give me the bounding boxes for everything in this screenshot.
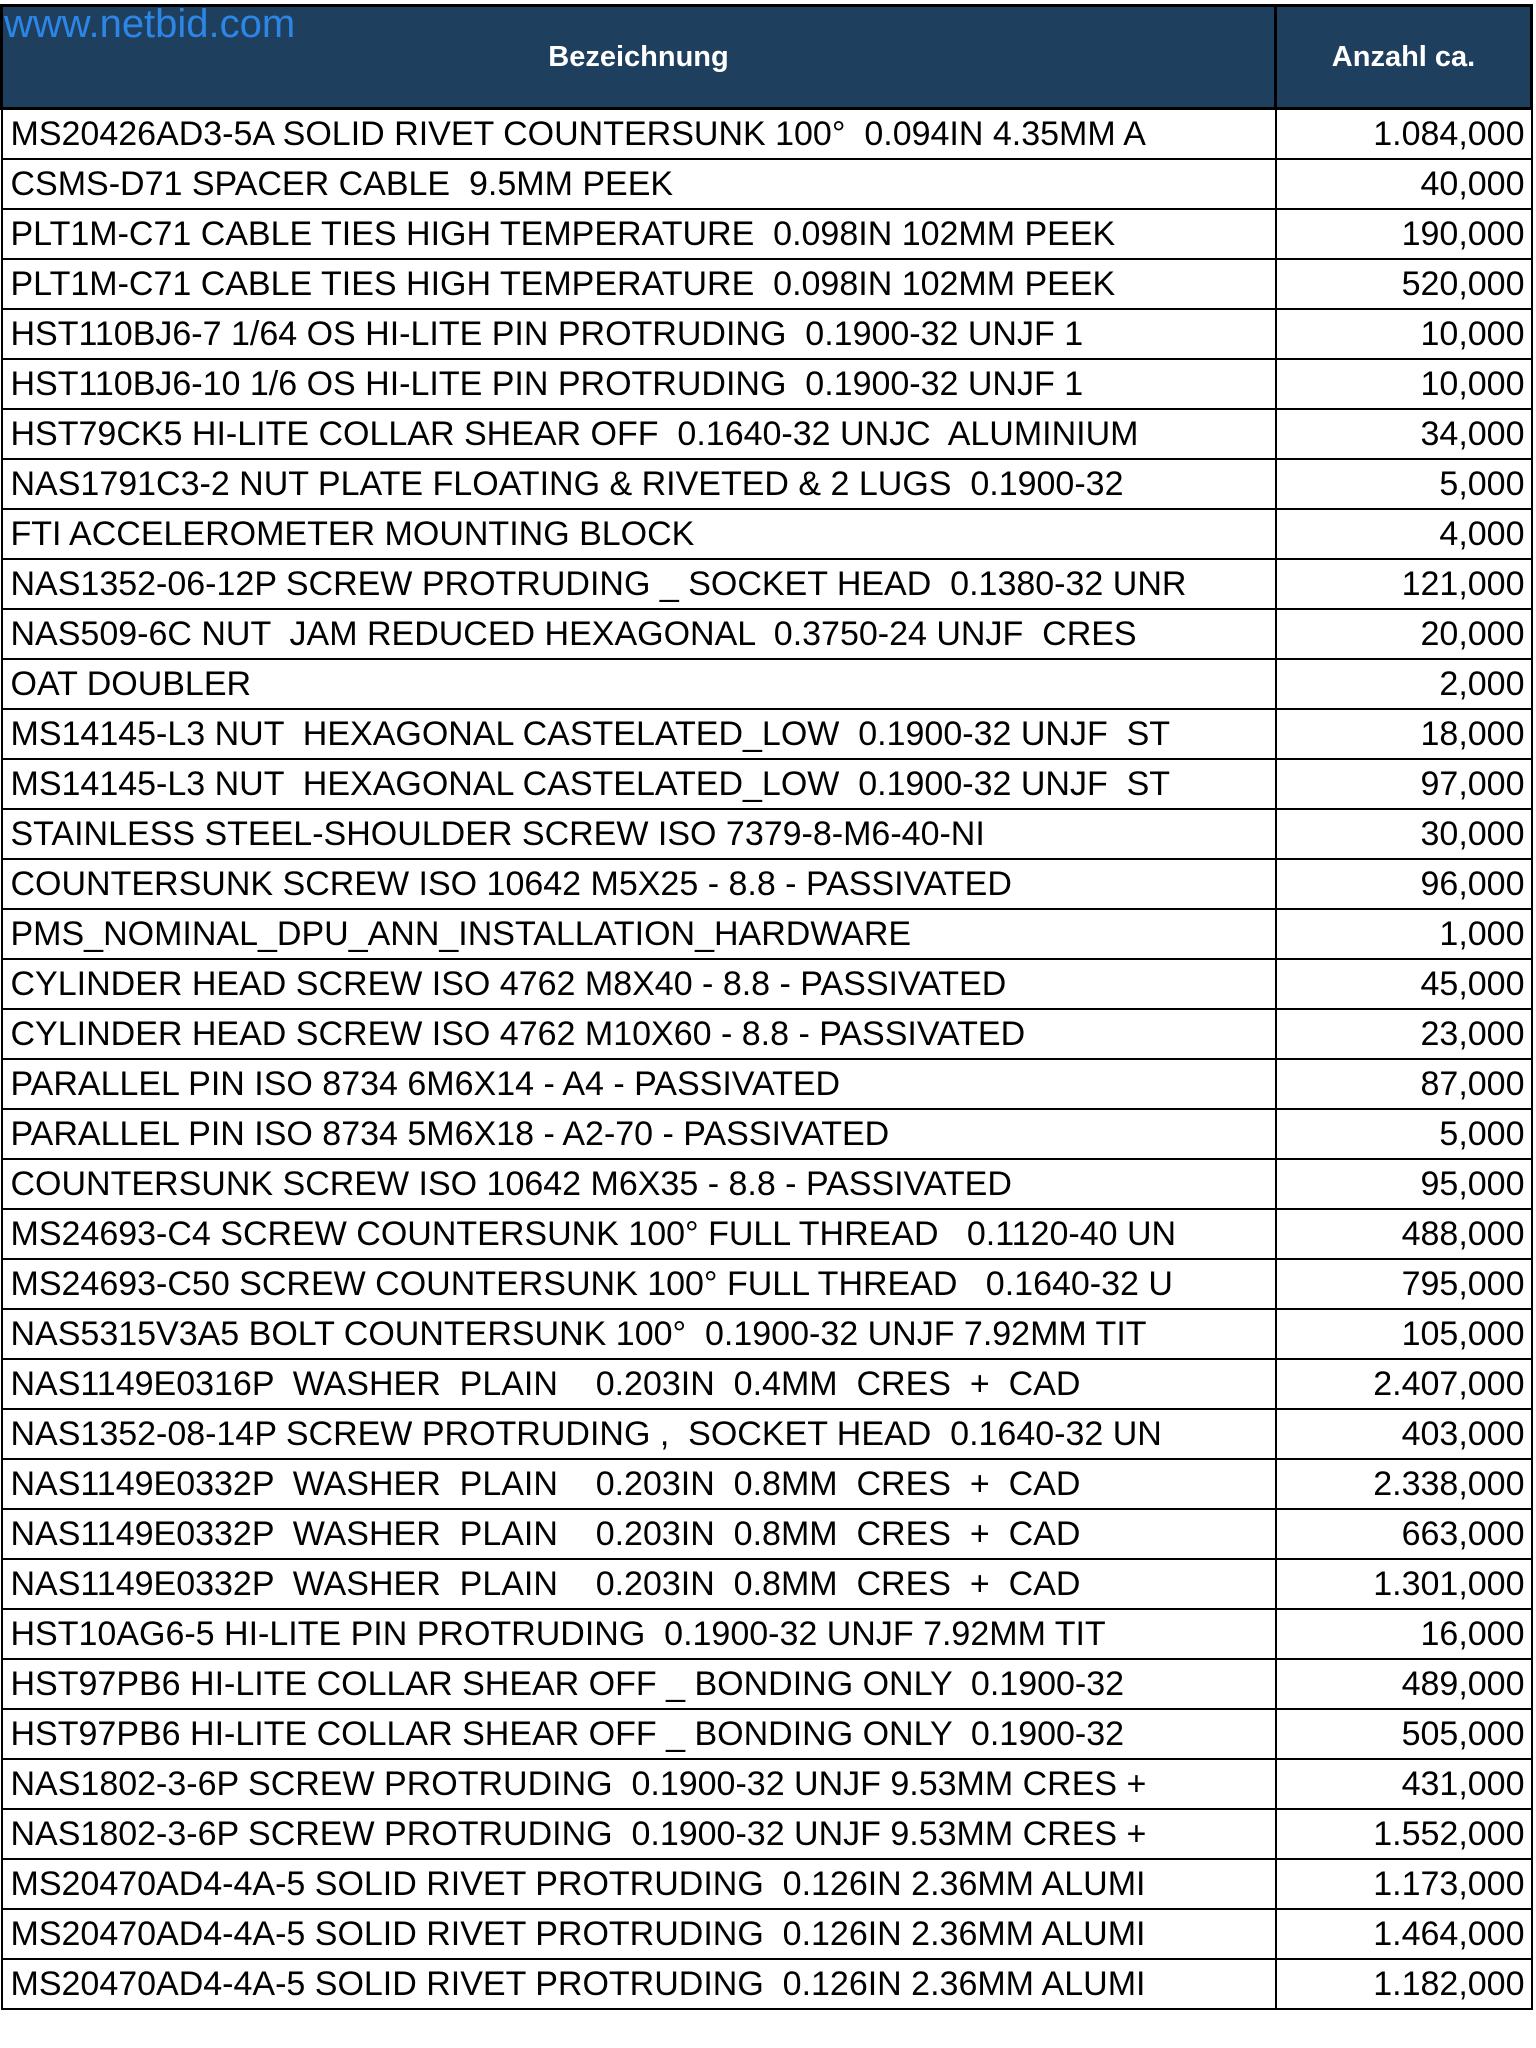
table-row — [2, 809, 1532, 859]
quantity-cell: 2.338,000 — [1276, 1459, 1532, 1509]
part-description-cell: HST110BJ6-10 1/6 OS HI-LITE PIN PROTRUDING 0.1900-32 UNJF 1 — [2, 359, 1276, 409]
table-row — [2, 1959, 1532, 2009]
quantity-cell: 121,000 — [1276, 559, 1532, 609]
table-row — [2, 1159, 1532, 1209]
table-row — [2, 1759, 1532, 1809]
quantity-cell: 105,000 — [1276, 1309, 1532, 1359]
table-row — [2, 159, 1532, 209]
quantity-cell: 1.084,000 — [1276, 109, 1532, 160]
quantity-cell: 18,000 — [1276, 709, 1532, 759]
quantity-cell: 505,000 — [1276, 1709, 1532, 1759]
part-description-cell: NAS1149E0332P WASHER PLAIN 0.203IN 0.8MM CRES + CAD — [2, 1559, 1276, 1609]
part-description-cell: MS20470AD4-4A-5 SOLID RIVET PROTRUDING 0.126IN 2.36MM ALUMI — [2, 1859, 1276, 1909]
table-row — [2, 559, 1532, 609]
table-row — [2, 359, 1532, 409]
quantity-cell: 1.552,000 — [1276, 1809, 1532, 1859]
quantity-cell: 5,000 — [1276, 459, 1532, 509]
part-description-cell: MS20470AD4-4A-5 SOLID RIVET PROTRUDING 0.126IN 2.36MM ALUMI — [2, 1959, 1276, 2009]
part-description-cell: PARALLEL PIN ISO 8734 6M6X14 - A4 - PASSIVATED — [2, 1059, 1276, 1109]
part-description-cell: HST79CK5 HI-LITE COLLAR SHEAR OFF 0.1640-32 UNJC ALUMINIUM — [2, 409, 1276, 459]
table-row — [2, 1809, 1532, 1859]
quantity-cell: 96,000 — [1276, 859, 1532, 909]
table-row — [2, 959, 1532, 1009]
column-header-description: Bezeichnung — [2, 6, 1276, 109]
quantity-cell: 34,000 — [1276, 409, 1532, 459]
part-description-cell: COUNTERSUNK SCREW ISO 10642 M5X25 - 8.8 - PASSIVATED — [2, 859, 1276, 909]
quantity-cell: 1.464,000 — [1276, 1909, 1532, 1959]
part-description-cell: CYLINDER HEAD SCREW ISO 4762 M8X40 - 8.8 - PASSIVATED — [2, 959, 1276, 1009]
quantity-cell: 663,000 — [1276, 1509, 1532, 1559]
table-row — [2, 1209, 1532, 1259]
quantity-cell: 489,000 — [1276, 1659, 1532, 1709]
table-row — [2, 309, 1532, 359]
quantity-cell: 403,000 — [1276, 1409, 1532, 1459]
part-description-cell: MS20426AD3-5A SOLID RIVET COUNTERSUNK 100° 0.094IN 4.35MM A — [2, 109, 1276, 160]
quantity-cell: 1.301,000 — [1276, 1559, 1532, 1609]
part-description-cell: COUNTERSUNK SCREW ISO 10642 M6X35 - 8.8 - PASSIVATED — [2, 1159, 1276, 1209]
part-description-cell: PLT1M-C71 CABLE TIES HIGH TEMPERATURE 0.098IN 102MM PEEK — [2, 209, 1276, 259]
quantity-cell: 2,000 — [1276, 659, 1532, 709]
part-description-cell: PARALLEL PIN ISO 8734 5M6X18 - A2-70 - PASSIVATED — [2, 1109, 1276, 1159]
table-row — [2, 1659, 1532, 1709]
quantity-cell: 30,000 — [1276, 809, 1532, 859]
table-row — [2, 1559, 1532, 1609]
table-row — [2, 1459, 1532, 1509]
part-description-cell: NAS1149E0332P WASHER PLAIN 0.203IN 0.8MM CRES + CAD — [2, 1509, 1276, 1559]
part-description-cell: CSMS-D71 SPACER CABLE 9.5MM PEEK — [2, 159, 1276, 209]
quantity-cell: 795,000 — [1276, 1259, 1532, 1309]
part-description-cell: NAS5315V3A5 BOLT COUNTERSUNK 100° 0.1900-32 UNJF 7.92MM TIT — [2, 1309, 1276, 1359]
part-description-cell: NAS1149E0332P WASHER PLAIN 0.203IN 0.8MM CRES + CAD — [2, 1459, 1276, 1509]
part-description-cell: MS24693-C50 SCREW COUNTERSUNK 100° FULL THREAD 0.1640-32 U — [2, 1259, 1276, 1309]
quantity-cell: 87,000 — [1276, 1059, 1532, 1109]
part-description-cell: HST110BJ6-7 1/64 OS HI-LITE PIN PROTRUDING 0.1900-32 UNJF 1 — [2, 309, 1276, 359]
parts-table — [0, 4, 1533, 2010]
table-row — [2, 759, 1532, 809]
quantity-cell: 20,000 — [1276, 609, 1532, 659]
watermark: www.netbid.com — [4, 2, 296, 46]
quantity-cell: 40,000 — [1276, 159, 1532, 209]
quantity-cell: 2.407,000 — [1276, 1359, 1532, 1409]
part-description-cell: NAS1352-08-14P SCREW PROTRUDING , SOCKET HEAD 0.1640-32 UN — [2, 1409, 1276, 1459]
table-row — [2, 209, 1532, 259]
quantity-cell: 23,000 — [1276, 1009, 1532, 1059]
quantity-cell: 10,000 — [1276, 309, 1532, 359]
part-description-cell: NAS1352-06-12P SCREW PROTRUDING _ SOCKET HEAD 0.1380-32 UNR — [2, 559, 1276, 609]
table-row — [2, 859, 1532, 909]
part-description-cell: NAS1149E0316P WASHER PLAIN 0.203IN 0.4MM CRES + CAD — [2, 1359, 1276, 1409]
table-row — [2, 509, 1532, 559]
table-row — [2, 1909, 1532, 1959]
part-description-cell: PLT1M-C71 CABLE TIES HIGH TEMPERATURE 0.098IN 102MM PEEK — [2, 259, 1276, 309]
part-description-cell: MS20470AD4-4A-5 SOLID RIVET PROTRUDING 0.126IN 2.36MM ALUMI — [2, 1909, 1276, 1959]
part-description-cell: HST10AG6-5 HI-LITE PIN PROTRUDING 0.1900-32 UNJF 7.92MM TIT — [2, 1609, 1276, 1659]
quantity-cell: 488,000 — [1276, 1209, 1532, 1259]
table-row — [2, 609, 1532, 659]
part-description-cell: HST97PB6 HI-LITE COLLAR SHEAR OFF _ BONDING ONLY 0.1900-32 — [2, 1659, 1276, 1709]
quantity-cell: 5,000 — [1276, 1109, 1532, 1159]
table-row — [2, 1309, 1532, 1359]
part-description-cell: MS14145-L3 NUT HEXAGONAL CASTELATED_LOW 0.1900-32 UNJF ST — [2, 759, 1276, 809]
table-row — [2, 459, 1532, 509]
part-description-cell: NAS1791C3-2 NUT PLATE FLOATING & RIVETED & 2 LUGS 0.1900-32 — [2, 459, 1276, 509]
part-description-cell: OAT DOUBLER — [2, 659, 1276, 709]
quantity-cell: 1,000 — [1276, 909, 1532, 959]
quantity-cell: 45,000 — [1276, 959, 1532, 1009]
part-description-cell: MS24693-C4 SCREW COUNTERSUNK 100° FULL THREAD 0.1120-40 UN — [2, 1209, 1276, 1259]
table-row — [2, 409, 1532, 459]
quantity-cell: 4,000 — [1276, 509, 1532, 559]
quantity-cell: 95,000 — [1276, 1159, 1532, 1209]
quantity-cell: 1.173,000 — [1276, 1859, 1532, 1909]
part-description-cell: FTI ACCELEROMETER MOUNTING BLOCK — [2, 509, 1276, 559]
part-description-cell: NAS509-6C NUT JAM REDUCED HEXAGONAL 0.3750-24 UNJF CRES — [2, 609, 1276, 659]
quantity-cell: 431,000 — [1276, 1759, 1532, 1809]
table-row — [2, 1509, 1532, 1559]
part-description-cell: STAINLESS STEEL-SHOULDER SCREW ISO 7379-8-M6-40-NI — [2, 809, 1276, 859]
table-row — [2, 1859, 1532, 1909]
table-row — [2, 1709, 1532, 1759]
quantity-cell: 10,000 — [1276, 359, 1532, 409]
table-row — [2, 1609, 1532, 1659]
quantity-cell: 16,000 — [1276, 1609, 1532, 1659]
column-header-quantity: Anzahl ca. — [1276, 6, 1532, 109]
part-description-cell: CYLINDER HEAD SCREW ISO 4762 M10X60 - 8.8 - PASSIVATED — [2, 1009, 1276, 1059]
table-row — [2, 1259, 1532, 1309]
table-row — [2, 259, 1532, 309]
part-description-cell: HST97PB6 HI-LITE COLLAR SHEAR OFF _ BONDING ONLY 0.1900-32 — [2, 1709, 1276, 1759]
part-description-cell: MS14145-L3 NUT HEXAGONAL CASTELATED_LOW 0.1900-32 UNJF ST — [2, 709, 1276, 759]
quantity-cell: 97,000 — [1276, 759, 1532, 809]
table-row — [2, 1109, 1532, 1159]
table-row — [2, 659, 1532, 709]
quantity-cell: 190,000 — [1276, 209, 1532, 259]
table-row — [2, 1009, 1532, 1059]
part-description-cell: NAS1802-3-6P SCREW PROTRUDING 0.1900-32 UNJF 9.53MM CRES + — [2, 1809, 1276, 1859]
table-row — [2, 1409, 1532, 1459]
table-row — [2, 109, 1532, 160]
table-row — [2, 709, 1532, 759]
table-row — [2, 1059, 1532, 1109]
table-row — [2, 1359, 1532, 1409]
quantity-cell: 1.182,000 — [1276, 1959, 1532, 2009]
table-row — [2, 909, 1532, 959]
table-body — [2, 109, 1532, 2010]
quantity-cell: 520,000 — [1276, 259, 1532, 309]
part-description-cell: PMS_NOMINAL_DPU_ANN_INSTALLATION_HARDWARE — [2, 909, 1276, 959]
part-description-cell: NAS1802-3-6P SCREW PROTRUDING 0.1900-32 UNJF 9.53MM CRES + — [2, 1759, 1276, 1809]
